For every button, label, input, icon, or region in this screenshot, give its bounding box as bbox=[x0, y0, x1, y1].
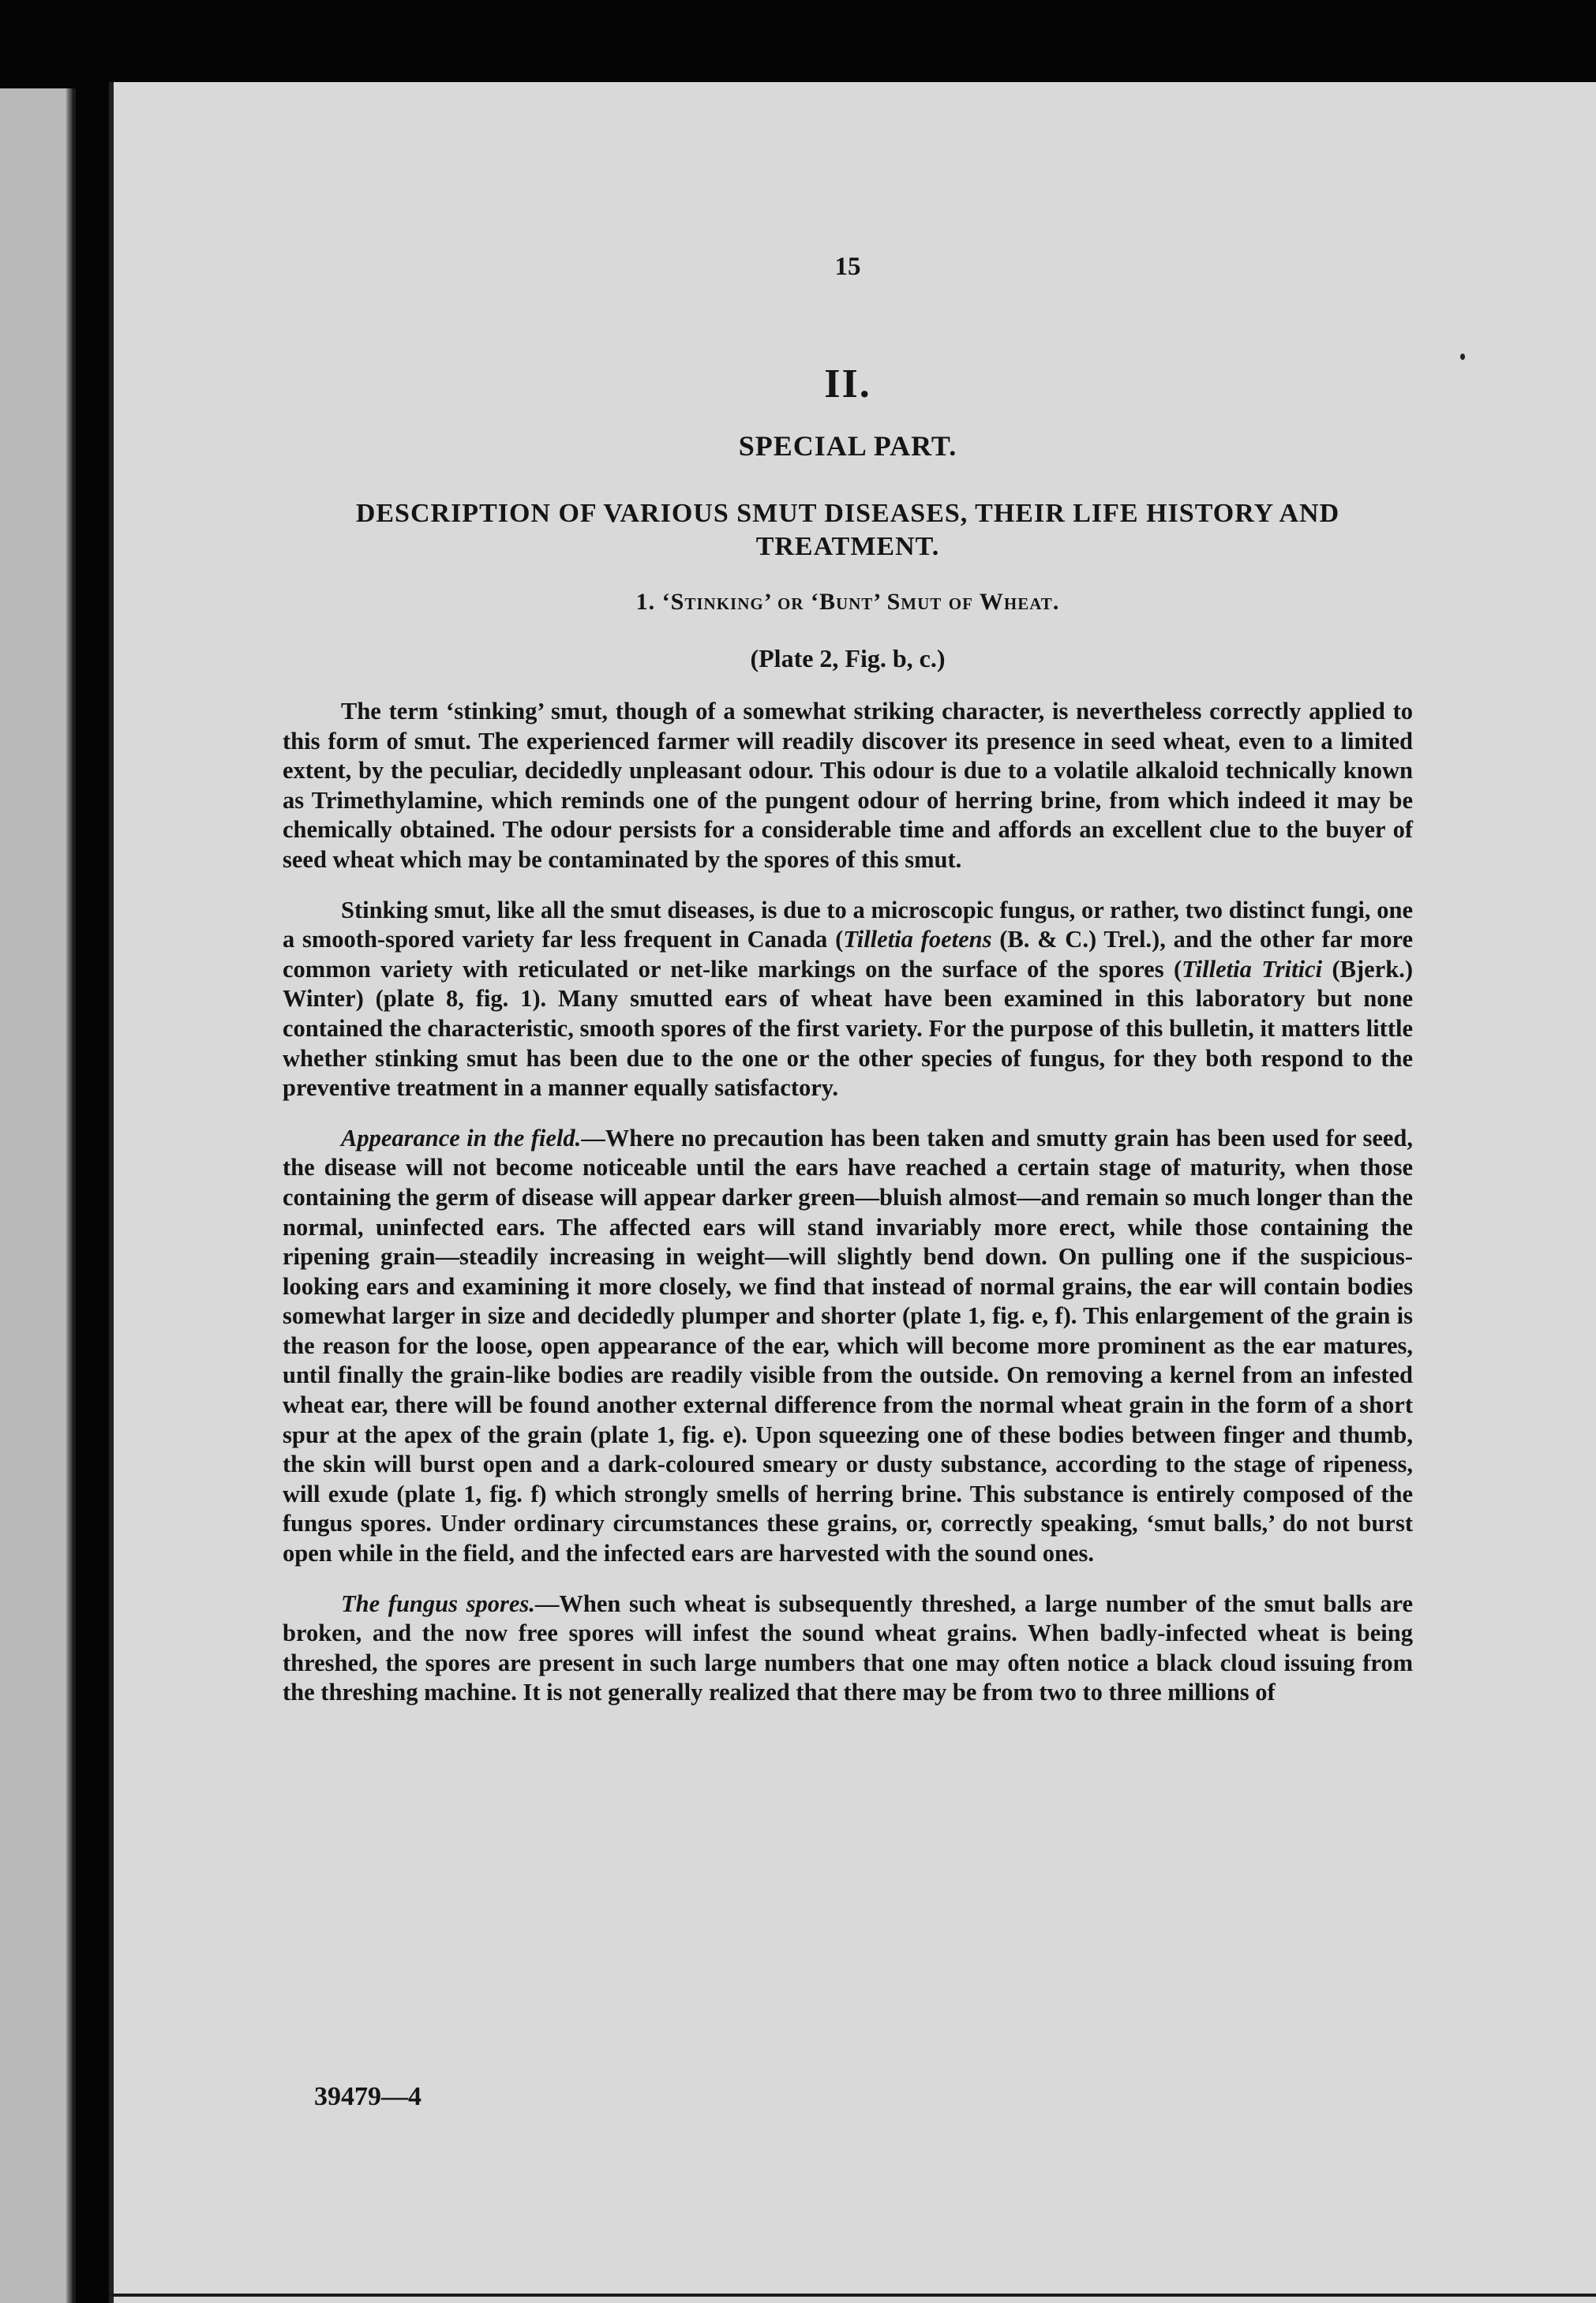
scan-bottom-edge bbox=[109, 2294, 1596, 2297]
facing-page-edge bbox=[0, 88, 76, 2303]
paragraph-3-lead: Appearance in the field. bbox=[341, 1124, 582, 1152]
species-name-tritici: Tilletia Tritici bbox=[1182, 955, 1323, 983]
paragraph-4-lead: The fungus spores. bbox=[341, 1590, 535, 1617]
paragraph-4-text: —When such wheat is subsequently threshed, a large number of the smut balls are broken, and the now free spores will infest the sound wheat grains. When badly-infected wheat is being threshed, the spores are present in such large numbers that one may often notice a black cloud issuing from the threshing machine. It is not generally realized that there may be from two to three millions of bbox=[283, 1590, 1413, 1706]
document-page bbox=[109, 82, 1596, 2303]
subsection-heading: 1. ‘Stinking’ or ‘Bunt’ Smut of Wheat. bbox=[635, 589, 1060, 615]
printer-signature: 39479—4 bbox=[314, 2082, 421, 2111]
paragraph-2 bbox=[283, 896, 1413, 1103]
paragraph-2-text-b: (B. & C.) Trel.), and the other far more common variety with reticulated or net-like markings on the surface of the spores ( bbox=[283, 926, 1413, 983]
paragraph-4 bbox=[283, 1590, 1413, 1708]
section-heading: DESCRIPTION OF VARIOUS SMUT DISEASES, THEIR LIFE HISTORY AND TREATMENT. bbox=[355, 499, 1340, 561]
part-title: SPECIAL PART. bbox=[738, 430, 957, 462]
paragraph-3 bbox=[283, 1124, 1413, 1569]
page-number: 15 bbox=[834, 253, 861, 281]
page-gutter bbox=[66, 88, 73, 2303]
species-name-foetens: Tilletia foetens bbox=[843, 926, 992, 953]
paragraph-1 bbox=[283, 697, 1413, 875]
paragraph-1-text: The term ‘stinking’ smut, though of a somewhat striking character, is nevertheless correctly applied to this form of smut. The experienced farmer will readily discover its presence in seed wheat, even to a limited extent, by the peculiar, decidedly unpleasant odour. This odour is due to a volatile alkaloid technically known as Trimethylamine, which reminds one of the pungent odour of herring brine, from which indeed it may be chemically obtained. The odour persists for a considerable time and affords an excellent clue to the buyer of seed wheat which may be contaminated by the spores of this smut. bbox=[283, 698, 1413, 873]
page-body bbox=[283, 253, 1413, 1728]
plate-reference: (Plate 2, Fig. b, c.) bbox=[750, 644, 946, 672]
paragraph-3-text: —Where no precaution has been taken and smutty grain has been used for seed, the disease will not become noticeable until the ears have reached a certain stage of maturity, when those containing the germ of disease will appear darker green—bluish almost—and remain so much longer than the normal, uninfected ears. The affected ears will stand invariably more erect, while those containing the ripening grain—steadily increasing in weight—will slightly bend down. On pulling one if the suspicious-looking ears and examining it more closely, we find that instead of normal grains, the ear will contain bodies somewhat larger in size and decidedly plumper and shorter (plate 1, fig. e, f). This enlargement of the grain is the reason for the loose, open appearance of the ear, which will become more prominent as the ear matures, until finally the grain-like bodies are readily visible from the outside. On removing a kernel from an infested wheat ear, there will be found another external difference from the normal wheat grain in the form of a short spur at the apex of the grain (plate 1, fig. e). Upon squeezing one of these bodies between finger and thumb, the skin will burst open and a dark-coloured smeary or dusty substance, according to the stage of ripeness, will exude (plate 1, fig. f) which strongly smells of herring brine. This substance is entirely composed of the fungus spores. Under ordinary circumstances these grains, or, correctly speaking, ‘smut balls,’ do not burst open while in the field, and the infected ears are harvested with the sound ones. bbox=[283, 1124, 1414, 1567]
paragraph-2-text-c: (Bjerk.) Winter) (plate 8, fig. 1). Many smutted ears of wheat have been examined in this laboratory but none contained the characteristic, smooth spores of the first variety. For the purpose of this bulletin, it matters little whether stinking smut has been due to the one or the other species of fungus, for they both respond to the preventive treatment in a manner equally satisfactory. bbox=[283, 955, 1413, 1102]
margin-speck bbox=[1460, 354, 1465, 360]
part-number: II. bbox=[824, 361, 871, 406]
paragraph-2-text-a: Stinking smut, like all the smut diseases, is due to a microscopic fungus, or rather, two distinct fungi, one a smooth-spored variety far less frequent in Canada ( bbox=[283, 896, 1413, 953]
